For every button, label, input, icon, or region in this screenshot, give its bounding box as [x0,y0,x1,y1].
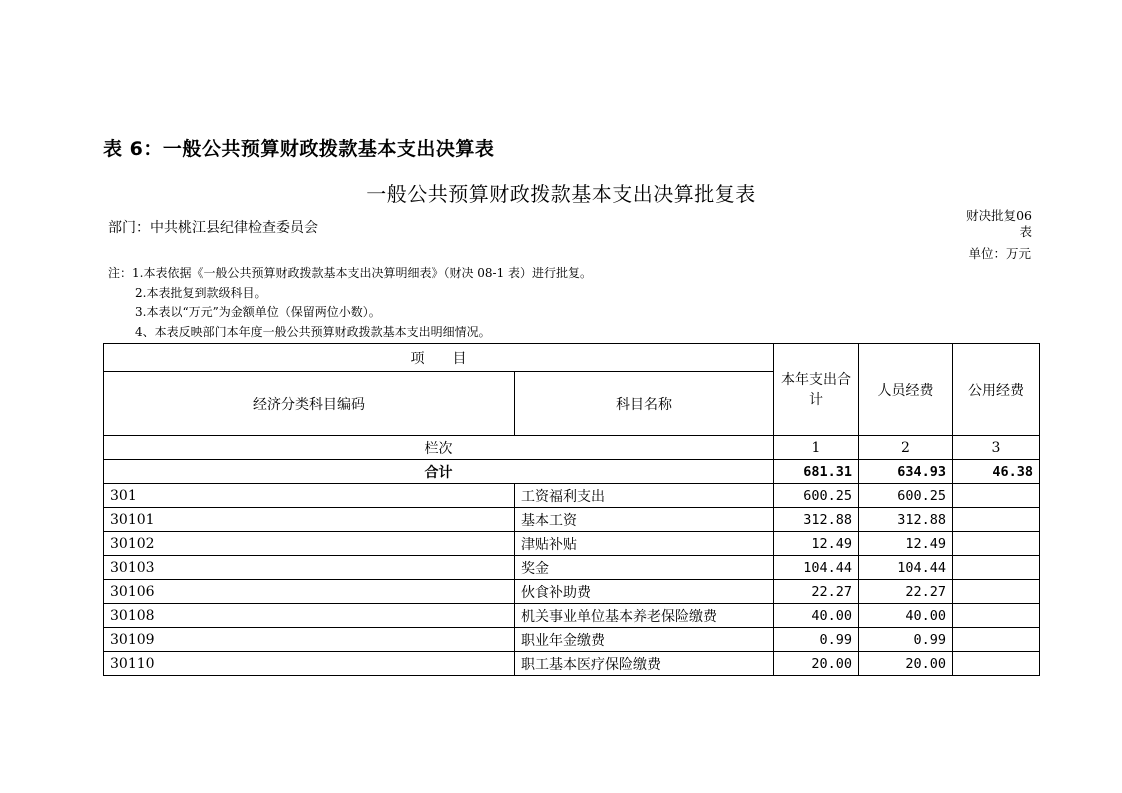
row-code: 30102 [104,532,515,556]
note-2: 2.本表批复到款级科目。 [135,285,267,300]
table-row [104,484,1040,508]
row-personnel: 104.44 [859,556,953,580]
row-personnel: 12.49 [859,532,953,556]
total-personnel: 634.93 [859,460,953,484]
total-label: 合计 [104,460,774,484]
expenditure-table [103,343,1040,676]
form-code [912,208,1032,240]
header-name: 科目名称 [515,372,774,436]
col-index-1: 1 [774,436,859,460]
row-total: 40.00 [774,604,859,628]
lanci-label: 栏次 [104,436,774,460]
department-label: 部门：中共桃江县纪律检查委员会 [108,220,318,236]
note-3: 3.本表以“万元”为金额单位（保留两位小数）。 [135,305,381,319]
row-name: 奖金 [515,556,774,580]
table-row [104,580,1040,604]
table-row [104,532,1040,556]
header-personnel: 人员经费 [859,344,953,436]
row-code: 30110 [104,652,515,676]
row-total: 0.99 [774,628,859,652]
table-row [104,508,1040,532]
row-code: 301 [104,484,515,508]
row-personnel: 600.25 [859,484,953,508]
row-public [953,628,1040,652]
total-public: 46.38 [953,460,1040,484]
row-public [953,484,1040,508]
table-row [104,652,1040,676]
notes [108,264,592,342]
row-name: 津贴补贴 [515,532,774,556]
row-personnel: 20.00 [859,652,953,676]
row-code: 30108 [104,604,515,628]
row-personnel: 40.00 [859,604,953,628]
row-public [953,604,1040,628]
row-code: 30109 [104,628,515,652]
row-personnel: 312.88 [859,508,953,532]
row-total: 12.49 [774,532,859,556]
row-name: 职工基本医疗保险缴费 [515,652,774,676]
row-name: 伙食补助费 [515,580,774,604]
col-index-2: 2 [859,436,953,460]
row-public [953,556,1040,580]
note-1: 注：1.本表依据《一般公共预算财政拨款基本支出决算明细表》（财决 08-1 表）进行批复。 [108,266,593,280]
table-row [104,604,1040,628]
row-name: 机关事业单位基本养老保险缴费 [515,604,774,628]
row-total: 20.00 [774,652,859,676]
total-sum: 681.31 [774,460,859,484]
row-public [953,652,1040,676]
row-public [953,580,1040,604]
table-row [104,556,1040,580]
form-code-line2: 表 [1019,224,1032,239]
header-project: 项 目 [104,344,774,372]
unit-label: 单位：万元 [968,246,1031,261]
row-name: 职业年金缴费 [515,628,774,652]
row-total: 22.27 [774,580,859,604]
form-code-line1: 财决批复06 [966,208,1032,223]
col-index-3: 3 [953,436,1040,460]
row-name: 基本工资 [515,508,774,532]
table-row [104,628,1040,652]
row-code: 30106 [104,580,515,604]
row-personnel: 22.27 [859,580,953,604]
row-total: 600.25 [774,484,859,508]
row-personnel: 0.99 [859,628,953,652]
header-total: 本年支出合计 [774,344,859,436]
note-4: 4、本表反映部门本年度一般公共预算财政拨款基本支出明细情况。 [135,324,491,339]
form-title: 一般公共预算财政拨款基本支出决算批复表 [366,182,756,206]
row-name: 工资福利支出 [515,484,774,508]
row-code: 30101 [104,508,515,532]
header-public: 公用经费 [953,344,1040,436]
row-total: 104.44 [774,556,859,580]
row-public [953,532,1040,556]
row-public [953,508,1040,532]
row-code: 30103 [104,556,515,580]
header-code: 经济分类科目编码 [104,372,515,436]
sheet-title: 表 6：一般公共预算财政拨款基本支出决算表 [103,138,495,160]
row-total: 312.88 [774,508,859,532]
